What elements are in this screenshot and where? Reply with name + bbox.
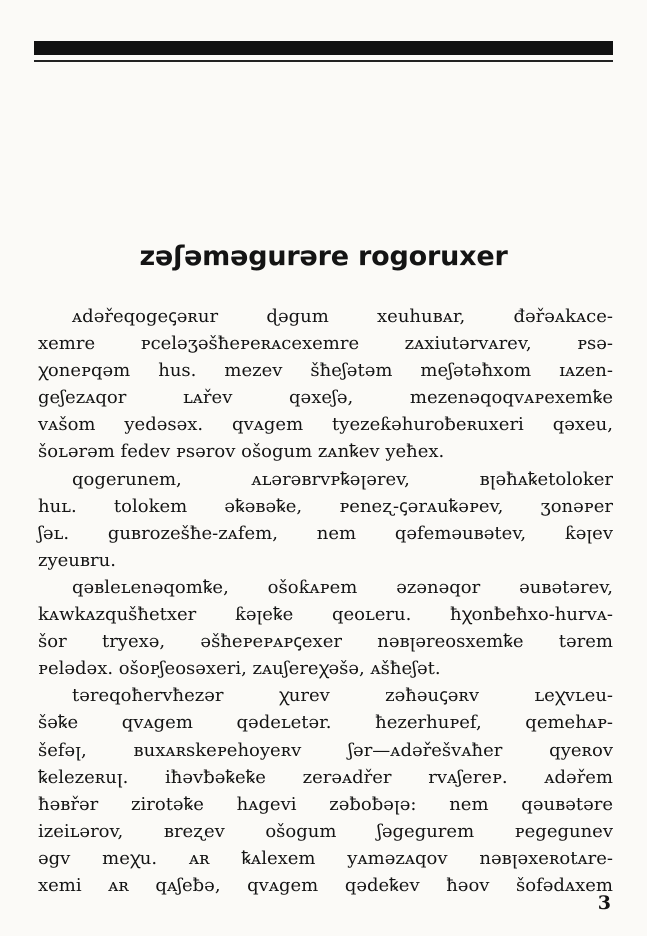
text-line: ᴀdəřeqogeꞔəʀur ɖəgum xeuhuʙᴀr, đəřəᴀkᴀce- bbox=[72, 306, 613, 327]
text-line: xemi ᴀʀ qᴀʃeƀə, qᴠᴀgem qədeꝅev ħəov šofədᴀxem bbox=[38, 874, 613, 896]
text-line: geʃeᴢᴀqor ʟᴀřev qəxeʃə, mezenəqoqᴠᴀᴘexemꝅe bbox=[38, 387, 613, 409]
text-line: huʟ. tolokem əꝅəʙəꝅe, ᴘeneʐ-ꞔərᴀuꝅəᴘev, ʒonəᴘer bbox=[38, 495, 613, 517]
text-line: ħəʙřər zirotəꝅe hᴀgevi zəƀoƀəꞁə: nem qəuʙətəre bbox=[38, 793, 613, 815]
page-number: 3 bbox=[597, 892, 611, 914]
top-thick-rule bbox=[34, 41, 613, 55]
text-line: ꝅelezeʀuꞁ. iħəvƀəꝅeꝅe zerəᴀdřer rᴠᴀʃereᴘ. ᴀdəřem bbox=[38, 766, 613, 788]
text-line: xemre ᴘceləʒəšħeᴘeʀᴀcexemre ᴢᴀxiutərᴠᴀrev, ᴘsə- bbox=[38, 333, 613, 355]
text-line: ʃəʟ. guʙrozešħe-ᴢᴀfem, nem qəfeməuʙətev, ƙəꞁev bbox=[38, 522, 613, 544]
text-line: šefəꞁ, ʙuxᴀʀskeᴘehoyeʀᴠ ʃər—ᴀdəřešᴠᴀħer qyeʀov bbox=[38, 739, 613, 761]
text-line: qəʙleʟenəqomꝅe, ošoƙᴀᴘem əzənəqor əuʙətərev, bbox=[72, 576, 613, 598]
text-line: təreqoħervħezər ꭓurev zəħəuꞔəʀᴠ ʟeꭓᴠʟeu- bbox=[72, 685, 613, 707]
text-line: ᴘelədəx. ošoᴘʃeosəxeri, ᴢᴀuʃereꭓəšə, ᴀšħeʃət. bbox=[38, 658, 441, 680]
text-line: zyeuʙru. bbox=[38, 549, 116, 571]
text-line: qogerunem, ᴀʟərəʙrᴠᴘꝅəꞁərev, ʙꞁəħᴀꝅetoloker bbox=[72, 468, 613, 490]
text-line: kᴀwkᴀzqušħetxer ƙəꞁeꝅe qeoʟeru. ħꭓonƀeħxo-hurᴠᴀ- bbox=[38, 604, 613, 626]
text-line: šəꝅe qᴠᴀgem qədeʟetər. ħezerhuᴘef, qemehᴀᴘ- bbox=[38, 712, 613, 734]
text-line: əgv meꭓu. ᴀʀ ꝅᴀlexem yᴀməzᴀqov nəʙꞁəxeʀotᴀre- bbox=[38, 847, 613, 869]
page-title: zəʃəməgurəre rogoruxer bbox=[139, 241, 508, 272]
top-thin-rule bbox=[34, 60, 613, 62]
text-line: ꭓoneᴘqəm hus. mezev šħeʃətəm meʃətəħxom ɪᴀzen- bbox=[38, 360, 613, 382]
text-line: šoʟərəm fedev ᴘsərov ošogum ᴢᴀnꝅev yeħex. bbox=[38, 441, 445, 463]
text-line: šor tryexə, əšħeᴘeᴘᴀᴘꞔexer nəʙꞁəreosxemꝅe tərem bbox=[38, 631, 613, 653]
body-text bbox=[38, 303, 613, 899]
text-line: ᴠᴀšom yedəsəx. qᴠᴀgem tyezeƙəhuroƀeʀuxeri qəxeu, bbox=[38, 414, 613, 436]
text-line: izeiʟərov, ʙreʐev ošogum ʃəgegurem ᴘegegunev bbox=[38, 820, 613, 842]
